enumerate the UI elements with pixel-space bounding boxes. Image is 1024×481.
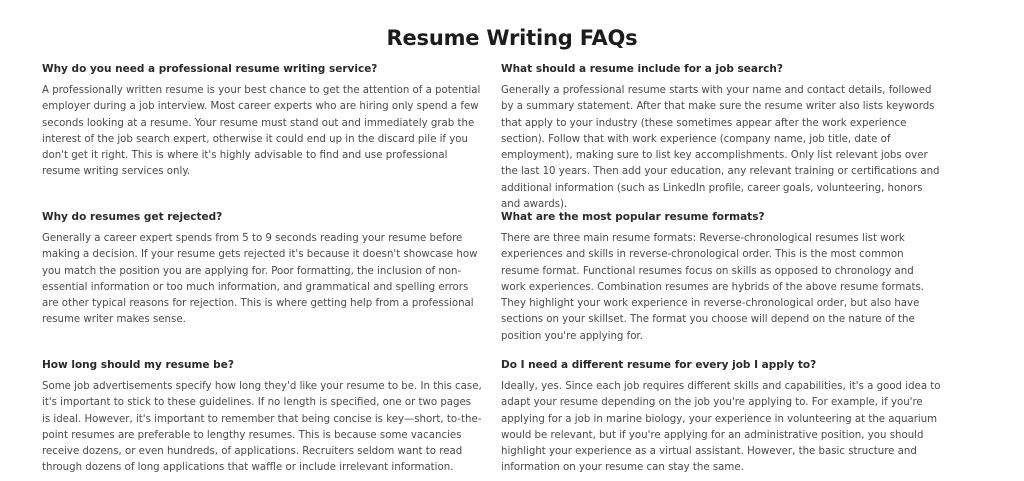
faq-question: Do I need a different resume for every job I apply to? <box>501 359 817 371</box>
faq-item <box>42 358 482 477</box>
faq-item <box>42 210 482 329</box>
faq-answer: Ideally, yes. Since each job requires different skills and capabilities, it's a good idea to adapt your resume depending on the job you're applying to. For example, if you're applying for a job in marine biology, your experience in volunteering at the aquarium would be relevant, but if you're applying for an administrative position, you should highlight your experience as a virtual assistant. However, the basic structure and information on your resume can stay the same. <box>501 381 941 474</box>
faq-item <box>501 62 941 213</box>
faq-item <box>501 210 941 345</box>
faq-item <box>501 358 941 477</box>
page-title: Resume Writing FAQs <box>386 26 638 51</box>
faq-question: Why do resumes get rejected? <box>42 211 223 223</box>
faq-answer: Generally a career expert spends from 5 to 9 seconds reading your resume before making a decision. If your resume gets rejected it's because it doesn't showcase how you match the position you are applying for. Poor formatting, the inclusion of non-essential information or too much information, and grammatical and spelling errors are other typical reasons for rejection. This is where getting help from a professional resume writer makes sense. <box>42 233 478 326</box>
faq-question: How long should my resume be? <box>42 359 234 371</box>
faq-answer: Some job advertisements specify how long they'd like your resume to be. In this case, it's important to stick to these guidelines. If no length is specified, one or two pages is ideal. However, it's important to remember that being concise is key—short, to-the-point resumes are preferable to lengthy resumes. This is because some vacancies receive dozens, or even hundreds, of applications. Recruiters seldom want to read through dozens of long applications that waffle or include irrelevant information. <box>42 381 482 474</box>
faq-item <box>42 62 482 181</box>
faq-question: Why do you need a professional resume writing service? <box>42 63 378 75</box>
faq-answer: A professionally written resume is your best chance to get the attention of a potential employer during a job interview. Most career experts who are hiring only spend a few seconds looking at a resume. Your resume must stand out and immediately grab the interest of the job search expert, otherwise it could end up in the discard pile if you don't get it right. This is where it's highly advisable to find and use professional resume writing services only. <box>42 85 481 178</box>
faq-question: What should a resume include for a job search? <box>501 63 783 75</box>
faq-answer: There are three main resume formats: Reverse-chronological resumes list work experiences and skills in reverse-chronological order. This is the most common resume format. Functional resumes focus on skills as opposed to chronology and work experiences. Combination resumes are hybrids of the above resume formats. They highlight your work experience in reverse-chronological order, but also have sections on your skillset. The format you choose will depend on the nature of the position you're applying for. <box>501 233 925 342</box>
faq-question: What are the most popular resume formats? <box>501 211 765 223</box>
faq-answer: Generally a professional resume starts with your name and contact details, followed by a summary statement. After that make sure the resume writer also lists keywords that apply to your industry (these sometimes appear after the work experience section). Follow that with work experience (company name, job title, date of employment), making sure to list key accomplishments. Only list relevant jobs over the last 10 years. Then add your education, any relevant training or certifications and additional information (such as LinkedIn profile, career goals, volunteering, honors and awards). <box>501 85 940 211</box>
